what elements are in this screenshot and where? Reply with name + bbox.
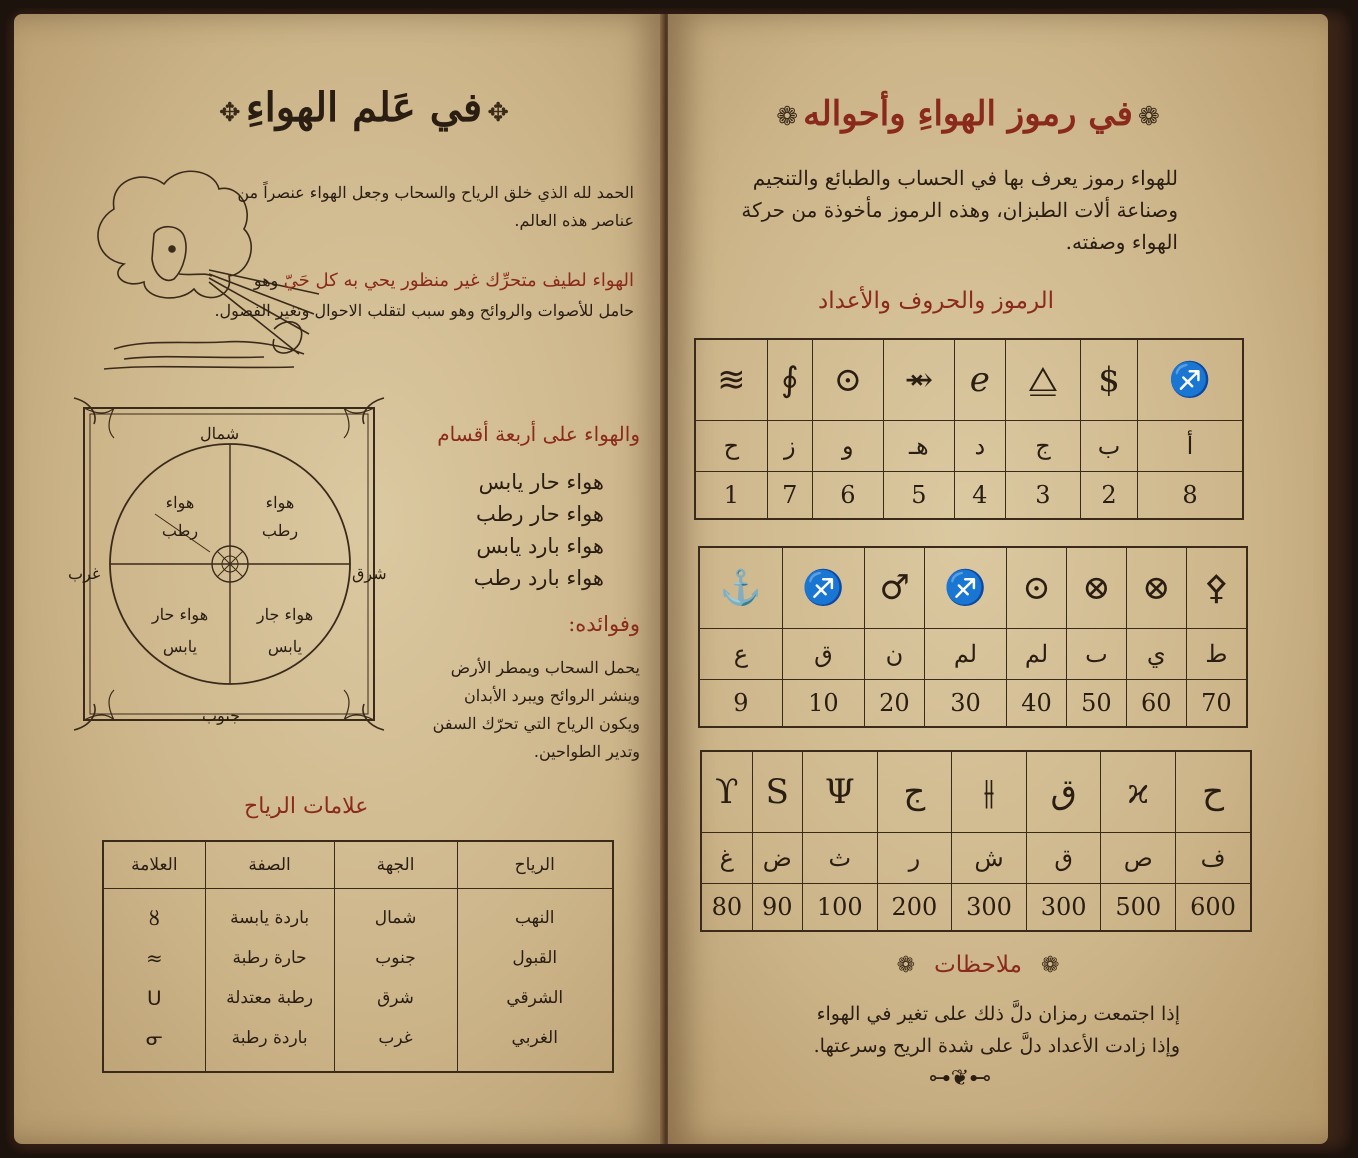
quadrant-label: هواء حار <box>151 605 209 624</box>
table-row <box>103 938 613 978</box>
symbol-icon: ⧋ <box>1005 339 1080 421</box>
quadrant-top-right <box>240 489 320 545</box>
letter-cell: ض <box>752 833 802 884</box>
winds-header-cell: الصفة <box>205 841 334 889</box>
symbol-icon: ℯ <box>954 339 1005 421</box>
letter-row <box>695 421 1243 472</box>
quadrant-label: هواء <box>265 493 295 512</box>
number-cell: 10 <box>782 680 864 728</box>
symbol-icon: ⊙ <box>1007 547 1067 629</box>
compass-west: غرب <box>68 564 101 583</box>
symbol-icon: ∮ <box>767 339 812 421</box>
benefit-item: ويكون الرياح التي تحرّك السفن <box>432 714 640 733</box>
division-item: هواء بارد يابس <box>476 534 604 558</box>
table-row <box>103 889 613 939</box>
benefit-item: وينشر الروائح ويبرد الأبدان <box>463 686 640 705</box>
table-cell: النهب <box>457 889 613 939</box>
division-item: هواء بارد رطب <box>473 566 604 590</box>
number-cell: 1 <box>695 472 767 520</box>
number-cell: 200 <box>877 884 952 932</box>
division-item: هواء حار رطب <box>476 502 604 526</box>
wind-sign-icon: ᓂ <box>103 1018 205 1072</box>
ornament-icon: ❁ <box>896 953 915 978</box>
letter-cell: ث <box>802 833 877 884</box>
symbol-icon: ♂ <box>865 547 925 629</box>
number-cell: 4 <box>954 472 1005 520</box>
number-cell: 2 <box>1081 472 1138 520</box>
table-row <box>103 978 613 1018</box>
symbol-icon: Ψ <box>802 751 877 833</box>
left-title-row <box>174 84 554 131</box>
table-cell: باردة يابسة <box>205 889 334 939</box>
number-cell: 80 <box>701 884 752 932</box>
table-cell: جنوب <box>334 938 457 978</box>
letter-row <box>701 833 1251 884</box>
symbol-icon: ⊗ <box>1066 547 1126 629</box>
letter-cell: لم <box>1007 629 1067 680</box>
letter-cell: ح <box>695 421 767 472</box>
quadrant-label: يابس <box>267 637 303 656</box>
flourish-divider: ⊶❦⊷ <box>928 1066 992 1091</box>
letter-cell: ن <box>865 629 925 680</box>
benefits-heading: وفوائده: <box>568 612 640 636</box>
quadrant-label: رطب <box>161 521 199 540</box>
symbol-icon: ϒ <box>701 751 752 833</box>
table-cell: الشرقي <box>457 978 613 1018</box>
symbol-icon: ق <box>1026 751 1101 833</box>
winds-table <box>102 840 614 1073</box>
benefits-list <box>390 654 640 766</box>
compass-north: شمال <box>200 424 240 443</box>
ornament-icon: ❁ <box>1040 953 1060 978</box>
number-cell: 9 <box>699 680 782 728</box>
letter-cell: ع <box>699 629 782 680</box>
letter-cell: ق <box>1026 833 1101 884</box>
table-cell: رطبة معتدلة <box>205 978 334 1018</box>
benefit-item: يحمل السحاب ويمطر الأرض <box>450 658 640 677</box>
number-cell: 90 <box>752 884 802 932</box>
definition-rest: وهو حامل للأصوات والروائح وهو سبب لتقلب الاحوال وتغير الفصول. <box>214 271 634 320</box>
table-cell: شرق <box>334 978 457 1018</box>
winds-header-cell: الجهة <box>334 841 457 889</box>
quadrant-bottom-right <box>235 599 335 663</box>
table-row <box>103 1018 613 1072</box>
number-row <box>695 472 1243 520</box>
number-cell: 30 <box>924 680 1006 728</box>
letter-cell: ط <box>1186 629 1247 680</box>
number-cell: 60 <box>1126 680 1186 728</box>
letter-cell: ج <box>1005 421 1080 472</box>
symbol-row <box>701 751 1251 833</box>
symbol-icon: $ <box>1081 339 1138 421</box>
number-cell: 6 <box>812 472 883 520</box>
number-cell: 600 <box>1176 884 1251 932</box>
number-cell: 300 <box>952 884 1027 932</box>
symbol-icon: ♐ <box>782 547 864 629</box>
letter-cell: ر <box>877 833 952 884</box>
right-page-title: في رموز الهواءِ وأحواله <box>803 94 1133 134</box>
intro-paragraph: الحمد لله الذي خلق الرياح والسحاب وجعل الهواء عنصراً من عناصر هذه العالم. <box>237 183 634 230</box>
right-intro-paragraph: للهواء رموز يعرف بها في الحساب والطبائع والتنجيم وصناعة ألات الطبزان، وهذه الرموز مأخوذة من حركة الهواء وصفته. <box>741 166 1178 254</box>
compass-south: جنوب <box>202 706 241 725</box>
letter-cell: ف <box>1176 833 1251 884</box>
compass-east: شرق <box>352 564 387 583</box>
letter-cell: د <box>954 421 1005 472</box>
letter-cell: ٮ <box>1066 629 1126 680</box>
ornament-icon: ✥ <box>487 98 510 128</box>
symbols-table-1 <box>694 338 1244 520</box>
symbol-icon: ⚴ <box>1186 547 1247 629</box>
definition-paragraph <box>214 266 634 326</box>
winds-header-cell: الرياح <box>457 841 613 889</box>
number-cell: 20 <box>865 680 925 728</box>
letter-cell: ي <box>1126 629 1186 680</box>
symbol-icon: ⚓ <box>699 547 782 629</box>
quadrant-top-left <box>140 489 220 545</box>
compass-drawing <box>70 394 388 734</box>
number-cell: 40 <box>1007 680 1067 728</box>
symbol-icon: ♐ <box>924 547 1006 629</box>
symbol-icon: ج <box>877 751 952 833</box>
right-title-row <box>728 94 1208 134</box>
symbols-table-2 <box>698 546 1248 728</box>
table-cell: حارة رطبة <box>205 938 334 978</box>
letter-cell: لم <box>924 629 1006 680</box>
symbol-icon: ♐ <box>1137 339 1243 421</box>
letter-cell: ش <box>952 833 1027 884</box>
notes-heading-row <box>838 952 1118 978</box>
number-cell: 5 <box>883 472 954 520</box>
letter-cell: أ <box>1137 421 1243 472</box>
symbol-icon: ⫲ <box>952 751 1027 833</box>
table-cell: باردة رطبة <box>205 1018 334 1072</box>
letter-cell: ق <box>782 629 864 680</box>
table-cell: غرب <box>334 1018 457 1072</box>
number-cell: 300 <box>1026 884 1101 932</box>
divisions-list <box>384 466 604 594</box>
number-cell: 70 <box>1186 680 1247 728</box>
symbol-row <box>699 547 1247 629</box>
wind-sign-icon: ≈ <box>103 938 205 978</box>
winds-heading: علامات الرياح <box>244 794 369 819</box>
symbol-icon: ⊗ <box>1126 547 1186 629</box>
symbol-icon: ح <box>1176 751 1251 833</box>
letter-cell: ز <box>767 421 812 472</box>
quadrant-label: هواء <box>165 493 195 512</box>
number-row <box>699 680 1247 728</box>
ornament-icon: ❁ <box>1137 102 1160 132</box>
number-cell: 50 <box>1066 680 1126 728</box>
table-cell: شمال <box>334 889 457 939</box>
number-cell: 100 <box>802 884 877 932</box>
winds-header-row <box>103 841 613 889</box>
symbol-icon: ⥇ <box>883 339 954 421</box>
division-item: هواء حار يابس <box>478 470 604 494</box>
definition-red: الهواء لطيف متحرِّك غير منظور يحي به كل حَيّ <box>283 270 634 291</box>
notes-list <box>740 998 1180 1062</box>
left-page <box>14 14 664 1144</box>
number-row <box>701 884 1251 932</box>
quadrant-label: يابس <box>162 637 198 656</box>
number-cell: 3 <box>1005 472 1080 520</box>
right-page <box>668 14 1328 1144</box>
left-page-title: في عَلم الهواءِ <box>245 84 483 131</box>
ornament-icon: ❁ <box>776 102 799 132</box>
table-cell: الغربي <box>457 1018 613 1072</box>
table-cell: القبول <box>457 938 613 978</box>
symbol-row <box>695 339 1243 421</box>
number-cell: 7 <box>767 472 812 520</box>
symbol-icon: S <box>752 751 802 833</box>
wind-sign-icon: ȣ <box>103 889 205 939</box>
winds-header-cell: العلامة <box>103 841 205 889</box>
number-cell: 8 <box>1137 472 1243 520</box>
letter-cell: و <box>812 421 883 472</box>
note-line: وإذا زادت الأعداد دلَّ على شدة الريح وسرعتها. <box>813 1035 1180 1057</box>
letter-cell: غ <box>701 833 752 884</box>
symbol-icon: ≋ <box>695 339 767 421</box>
wind-sign-icon: ᑌ <box>103 978 205 1018</box>
notes-heading: ملاحظات <box>934 952 1022 978</box>
note-line: إذا اجتمعت رمزان دلَّ ذلك على تغير في الهواء <box>816 1003 1180 1025</box>
compass-diagram <box>70 394 388 734</box>
quadrant-label: رطب <box>261 521 299 540</box>
symbol-icon: ⊙ <box>812 339 883 421</box>
benefit-item: وتدير الطواحين. <box>533 742 640 761</box>
letter-cell: ب <box>1081 421 1138 472</box>
letter-row <box>699 629 1247 680</box>
number-cell: 500 <box>1101 884 1176 932</box>
quadrant-label: هواء جار <box>256 605 314 624</box>
quadrant-bottom-left <box>130 599 230 663</box>
symbols-table-3 <box>700 750 1252 932</box>
divisions-heading: والهواء على أربعة أقسام <box>437 422 640 446</box>
ornament-icon: ✥ <box>218 98 241 128</box>
symbols-subtitle: الرموز والحروف والأعداد <box>818 288 1055 314</box>
letter-cell: ص <box>1101 833 1176 884</box>
symbol-icon: ϰ <box>1101 751 1176 833</box>
letter-cell: هـ <box>883 421 954 472</box>
